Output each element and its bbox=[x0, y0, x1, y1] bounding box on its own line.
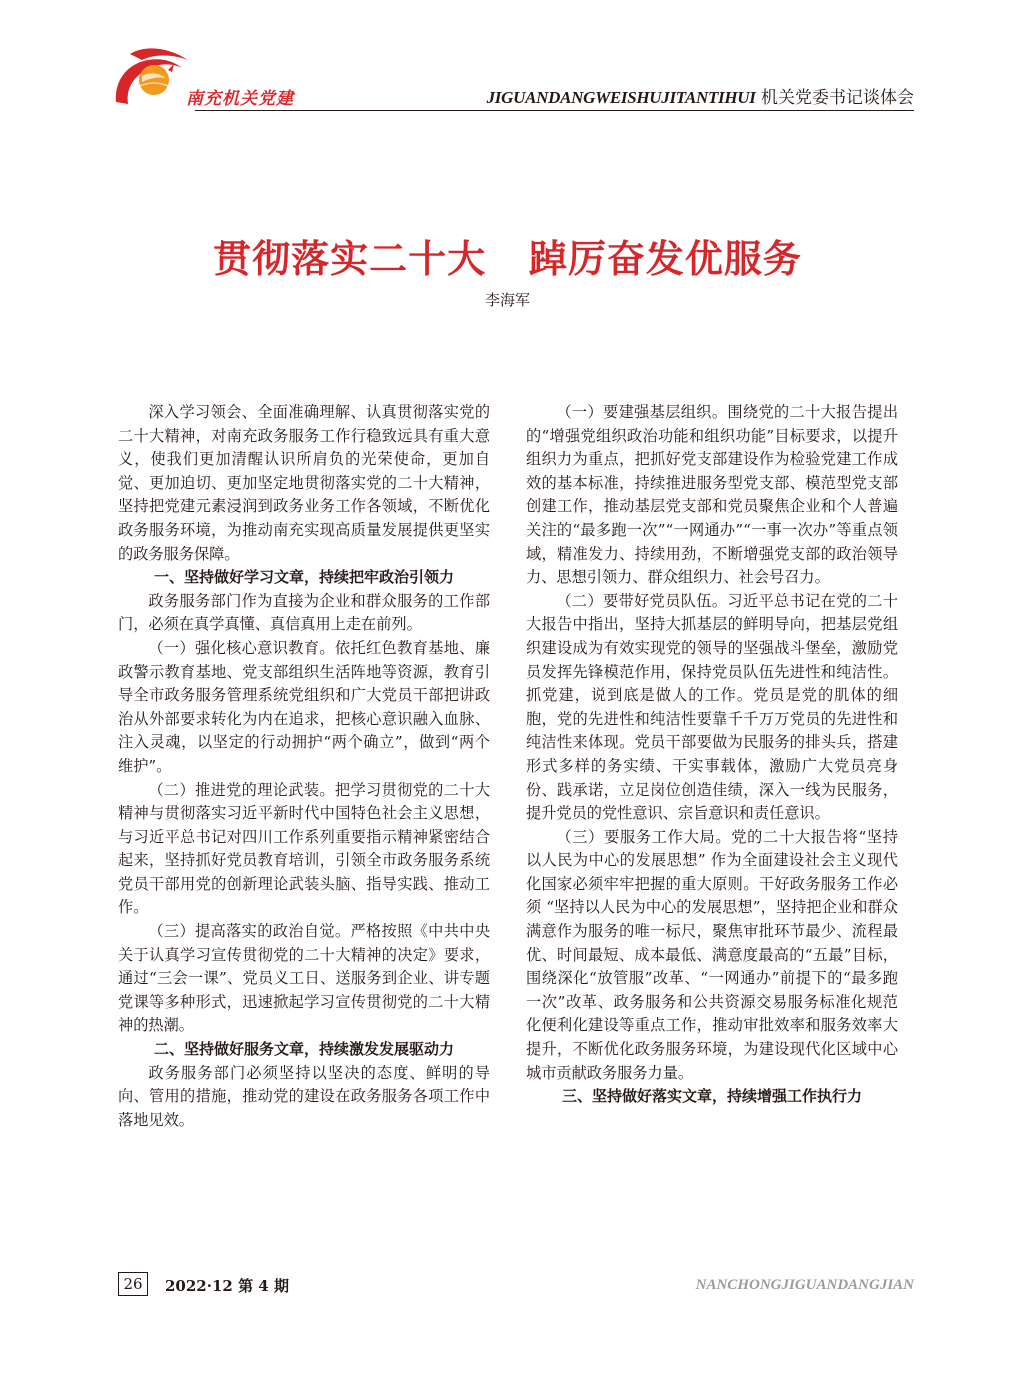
paragraph: （三）提高落实的政治自觉。严格按照《中共中央关于认真学习宣传贯彻党的二十大精神的决定》要求，通过“三会一课”、党员义工日、送服务到企业、讲专题党课等多种形式，迅速掀起学习宣传贯彻党的二十大精神的热潮。 bbox=[118, 922, 490, 1035]
section-heading: 二、坚持做好服务文章，持续激发发展驱动力 bbox=[153, 1040, 454, 1059]
section-heading: 三、坚持做好落实文章，持续增强工作执行力 bbox=[561, 1087, 862, 1106]
paragraph: （三）要服务工作大局。党的二十大报告将“坚持以人民为中心的发展思想” 作为全面建设社会主义现代化国家必须牢牢把握的重大原则。干好政务服务工作必须 “坚持以人民为中心的发展思想”，坚持把企业和群众满意作为服务的唯一标尺，聚焦审批环节最少、流程最优、时间最短、成本最低、满意度最高的“五最”目标，围绕深化“放管服”改革、“一网通办”前提下的“最多跑一次”改革、政务服务和公共资源交易服务标准化规范化便利化建设等重点工作，推动审批效率和服务效率大提升，不断优化政务服务环境，为建设现代化区域中心城市贡献政务服务力量。 bbox=[526, 827, 898, 1082]
paragraph: （一）强化核心意识教育。依托红色教育基地、廉政警示教育基地、党支部组织生活阵地等资源，教育引导全市政务服务管理系统党组织和广大党员干部把讲政治从外部要求转化为内在追求，把核心意识融入血脉、注入灵魂，以坚定的行动拥护“两个确立”，做到“两个维护”。 bbox=[118, 638, 490, 775]
paragraph: （一）要建强基层组织。围绕党的二十大报告提出的“增强党组织政治功能和组织功能”目标要求，以提升组织力为重点，把抓好党支部建设作为检验党建工作成效的基本标准，持续推进服务型党支部、模范型党支部创建工作，推动基层党支部和党员聚焦企业和个人普遍关注的“最多跑一次”“一网通办”“一事一次办”等重点领域，精准发力、持续用劲，不断增强党支部的政治领导力、思想引领力、群众组织力、社会号召力。 bbox=[526, 403, 898, 587]
footer-pinyin: NANCHONGJIGUANDANGJIAN bbox=[695, 1277, 914, 1293]
section-heading: 一、坚持做好学习文章，持续把牢政治引领力 bbox=[153, 568, 454, 587]
article-title: 贯彻落实二十大 踔厉奋发优服务 bbox=[213, 236, 802, 281]
page-number: 26 bbox=[118, 1272, 148, 1296]
right-column bbox=[526, 401, 898, 1109]
header-pinyin: JIGUANDANGWEISHUJITANTIHUI bbox=[486, 88, 756, 107]
paragraph: 政务服务部门作为直接为企业和群众服务的工作部门，必须在真学真懂、真信真用上走在前列。 bbox=[118, 591, 490, 634]
paragraph: （二）推进党的理论武装。把学习贯彻党的二十大精神与贯彻落实习近平新时代中国特色社会主义思想，与习近平总书记对四川工作系列重要指示精神紧密结合起来，坚持抓好党员教育培训，引领全市政务服务系统党员干部用党的创新理论武装头脑、指导实践、推动工作。 bbox=[118, 780, 490, 917]
header-column-title bbox=[487, 83, 914, 108]
paragraph: 深入学习领会、全面准确理解、认真贯彻落实党的二十大精神，对南充政务服务工作行稳致远具有重大意义，使我们更加清醒认识所肩负的光荣使命，更加自觉、更加迫切、更加坚定地贯彻落实党的二十大精神，坚持把党建元素浸润到政务业务工作各领域，不断优化政务服务环境，为推动南充实现高质量发展提供更坚实的政务服务保障。 bbox=[118, 403, 490, 563]
paragraph: 政务服务部门必须坚持以坚决的态度、鲜明的导向、管用的措施，推动党的建设在政务服务各项工作中落地见效。 bbox=[118, 1063, 490, 1129]
header-rule bbox=[195, 110, 914, 111]
issue-info: 2022·12 第 4 期 bbox=[165, 1277, 289, 1295]
brand-name: 南充机关党建 bbox=[186, 89, 294, 109]
article-author: 李海军 bbox=[484, 291, 530, 309]
nanchong-party-building-logo bbox=[112, 46, 192, 110]
left-column bbox=[118, 401, 490, 1132]
header-column-name: 机关党委书记谈体会 bbox=[761, 88, 914, 108]
paragraph: （二）要带好党员队伍。习近平总书记在党的二十大报告中指出，坚持大抓基层的鲜明导向，把基层党组织建设成为有效实现党的领导的坚强战斗堡垒，激励党员发挥先锋模范作用，保持党员队伍先进性和纯洁性。抓党建，说到底是做人的工作。党员是党的肌体的细胞，党的先进性和纯洁性要靠千千万万党员的先进性和纯洁性来体现。党员干部要做为民服务的排头兵，搭建形式多样的务实绩、干实事载体，激励广大党员亮身份、践承诺，立足岗位创造佳绩，深入一线为民服务，提升党员的党性意识、宗旨意识和责任意识。 bbox=[526, 591, 898, 823]
